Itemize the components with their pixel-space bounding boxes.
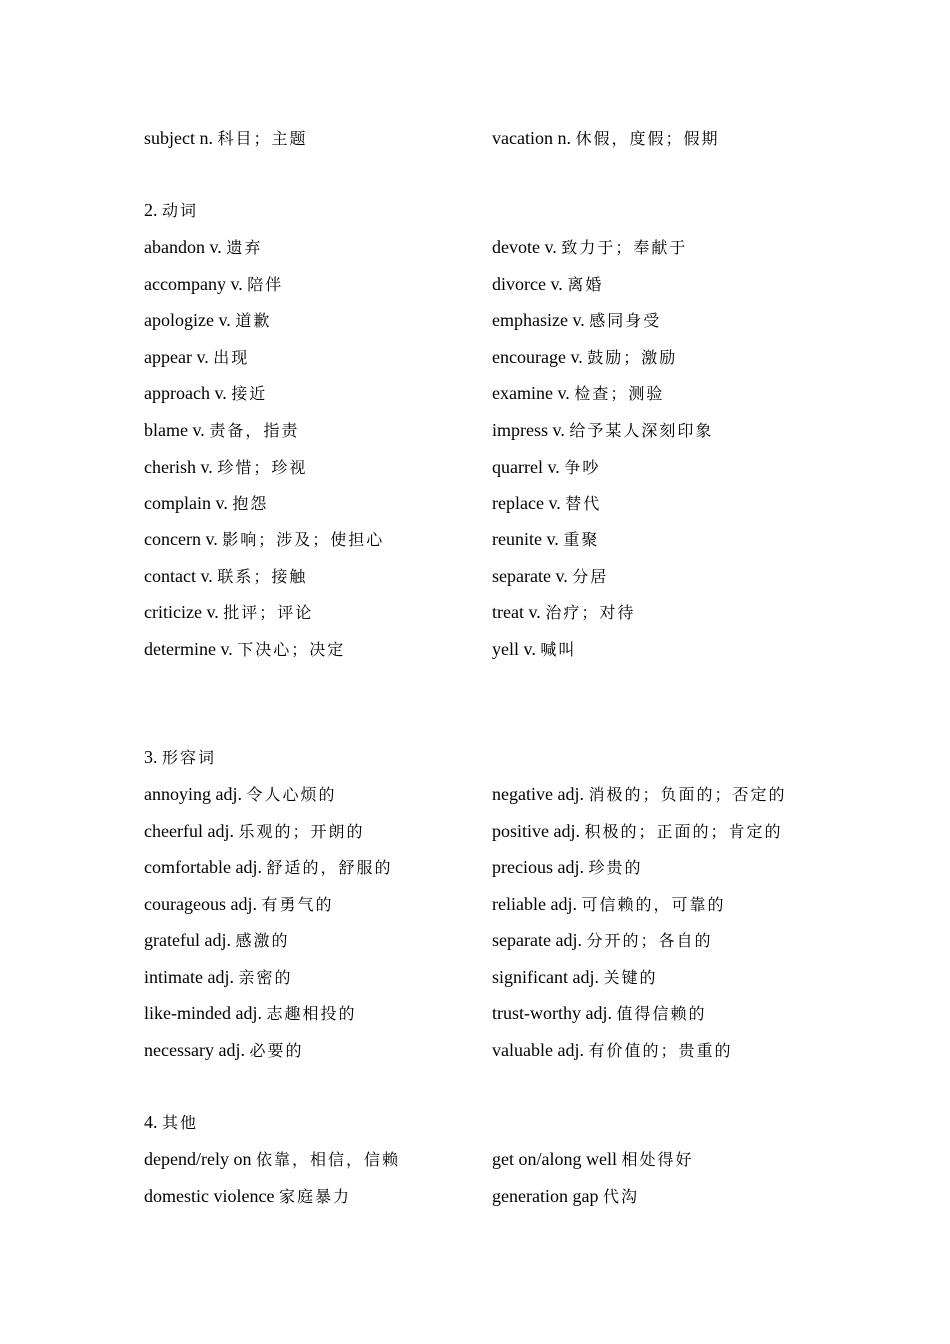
entry-meaning: 抱怨 — [232, 494, 269, 513]
vocab-entry — [144, 1147, 400, 1172]
entry-meaning: 亲密的 — [238, 968, 293, 987]
entry-word: contact v. — [144, 566, 213, 586]
vocab-entry — [144, 491, 268, 516]
entry-meaning: 替代 — [565, 494, 602, 513]
vocab-entry — [492, 819, 783, 844]
entry-meaning: 联系；接触 — [217, 567, 308, 586]
entry-word: criticize v. — [144, 602, 219, 622]
entry-meaning: 感激的 — [235, 931, 290, 950]
entry-word: separate adj. — [492, 930, 582, 950]
entry-meaning: 喊叫 — [540, 640, 577, 659]
entry-meaning: 责备，指责 — [209, 421, 300, 440]
vocab-entry — [144, 381, 267, 406]
entry-meaning: 有价值的；贵重的 — [588, 1041, 733, 1060]
vocab-entry — [492, 1038, 732, 1063]
entry-word: blame v. — [144, 420, 205, 440]
entry-meaning: 志趣相投的 — [266, 1004, 357, 1023]
entry-word: impress v. — [492, 420, 565, 440]
entry-word: examine v. — [492, 383, 570, 403]
vocab-entry — [144, 637, 345, 662]
vocab-entry — [492, 564, 608, 589]
section-number: 2. — [144, 200, 158, 220]
entry-word: encourage v. — [492, 347, 583, 367]
entry-meaning: 道歉 — [235, 311, 272, 330]
vocab-entry — [144, 126, 308, 151]
entry-meaning: 给予某人深刻印象 — [569, 421, 714, 440]
vocab-entry — [492, 1001, 707, 1026]
entry-word: generation gap — [492, 1186, 599, 1206]
vocab-entry — [492, 892, 725, 917]
section-number: 4. — [144, 1112, 158, 1132]
entry-meaning: 陪伴 — [247, 275, 284, 294]
entry-word: necessary adj. — [144, 1040, 245, 1060]
entry-word: complain v. — [144, 493, 228, 513]
entry-word: domestic violence — [144, 1186, 275, 1206]
entry-meaning: 必要的 — [249, 1041, 304, 1060]
entry-meaning: 检查；测验 — [574, 384, 665, 403]
entry-meaning: 相处得好 — [621, 1150, 694, 1169]
vocab-entry — [144, 345, 249, 370]
vocab-entry — [144, 527, 384, 552]
vocab-entry — [144, 272, 283, 297]
entry-meaning: 治疗；对待 — [545, 603, 636, 622]
entry-word: depend/rely on — [144, 1149, 252, 1169]
vocab-entry — [144, 235, 262, 260]
entry-word: get on/along well — [492, 1149, 617, 1169]
vocab-entry — [492, 928, 712, 953]
vocab-entry — [492, 308, 661, 333]
entry-meaning: 重聚 — [563, 530, 600, 549]
vocab-entry — [492, 782, 786, 807]
entry-meaning: 致力于；奉献于 — [561, 238, 688, 257]
entry-meaning: 批评；评论 — [223, 603, 314, 622]
vocab-entry — [144, 564, 307, 589]
section-heading-adjectives — [144, 745, 216, 770]
entry-meaning: 遗弃 — [226, 238, 263, 257]
vocab-entry — [144, 1038, 303, 1063]
vocab-entry — [144, 308, 271, 333]
entry-meaning: 有勇气的 — [261, 895, 334, 914]
entry-word: positive adj. — [492, 821, 580, 841]
entry-meaning: 值得信赖的 — [616, 1004, 707, 1023]
vocab-entry — [492, 855, 642, 880]
section-number: 3. — [144, 747, 158, 767]
entry-word: significant adj. — [492, 967, 599, 987]
vocab-entry — [492, 637, 576, 662]
vocab-entry — [144, 418, 299, 443]
section-title: 形容词 — [162, 748, 217, 767]
vocab-entry — [144, 782, 337, 807]
entry-word: yell v. — [492, 639, 536, 659]
entry-word: cherish v. — [144, 457, 213, 477]
vocab-entry — [492, 491, 601, 516]
entry-meaning: 感同身受 — [589, 311, 662, 330]
entry-meaning: 依靠，相信，信赖 — [255, 1150, 400, 1169]
vocab-entry — [492, 126, 720, 151]
vocab-entry — [492, 235, 687, 260]
vocab-entry — [492, 381, 664, 406]
entry-word: treat v. — [492, 602, 541, 622]
entry-meaning: 接近 — [231, 384, 268, 403]
entry-word: separate v. — [492, 566, 568, 586]
entry-word: cheerful adj. — [144, 821, 234, 841]
entry-word: apologize v. — [144, 310, 231, 330]
entry-meaning: 家庭暴力 — [278, 1187, 351, 1206]
entry-word: intimate adj. — [144, 967, 234, 987]
entry-word: abandon v. — [144, 237, 222, 257]
entry-word: reunite v. — [492, 529, 559, 549]
entry-word: determine v. — [144, 639, 233, 659]
vocab-entry — [492, 455, 600, 480]
vocab-entry — [144, 965, 293, 990]
entry-word: comfortable adj. — [144, 857, 262, 877]
entry-meaning: 争吵 — [564, 458, 601, 477]
entry-word: divorce v. — [492, 274, 563, 294]
entry-word: vacation n. — [492, 128, 571, 148]
entry-meaning: 珍惜；珍视 — [217, 458, 308, 477]
section-heading-others — [144, 1110, 198, 1135]
vocab-entry — [492, 1184, 639, 1209]
entry-word: negative adj. — [492, 784, 584, 804]
entry-meaning: 影响；涉及；使担心 — [222, 530, 385, 549]
entry-word: approach v. — [144, 383, 227, 403]
entry-meaning: 乐观的；开朗的 — [238, 822, 365, 841]
entry-meaning: 下决心；决定 — [237, 640, 346, 659]
entry-meaning: 珍贵的 — [588, 858, 643, 877]
entry-meaning: 可信赖的，可靠的 — [581, 895, 726, 914]
entry-meaning: 休假，度假；假期 — [575, 129, 720, 148]
entry-word: replace v. — [492, 493, 561, 513]
vocab-entry — [144, 855, 392, 880]
vocab-entry — [492, 345, 677, 370]
entry-word: grateful adj. — [144, 930, 231, 950]
vocab-entry — [144, 455, 307, 480]
vocab-entry — [492, 600, 635, 625]
entry-word: devote v. — [492, 237, 557, 257]
entry-word: valuable adj. — [492, 1040, 584, 1060]
section-title: 动词 — [162, 201, 199, 220]
entry-word: reliable adj. — [492, 894, 577, 914]
vocab-entry — [492, 272, 603, 297]
section-heading-verbs — [144, 198, 198, 223]
entry-meaning: 出现 — [213, 348, 250, 367]
vocab-entry — [144, 1001, 356, 1026]
entry-word: concern v. — [144, 529, 218, 549]
entry-word: courageous adj. — [144, 894, 257, 914]
entry-meaning: 离婚 — [567, 275, 604, 294]
entry-word: precious adj. — [492, 857, 584, 877]
entry-word: emphasize v. — [492, 310, 585, 330]
entry-word: quarrel v. — [492, 457, 560, 477]
entry-word: trust-worthy adj. — [492, 1003, 612, 1023]
vocab-entry — [144, 600, 313, 625]
vocab-entry — [492, 418, 713, 443]
entry-meaning: 舒适的，舒服的 — [266, 858, 393, 877]
entry-meaning: 分居 — [572, 567, 609, 586]
section-title: 其他 — [162, 1113, 199, 1132]
entry-meaning: 分开的；各自的 — [586, 931, 713, 950]
entry-meaning: 令人心烦的 — [246, 785, 337, 804]
vocab-entry — [144, 1184, 351, 1209]
entry-word: like-minded adj. — [144, 1003, 262, 1023]
entry-meaning: 积极的；正面的；肯定的 — [584, 822, 783, 841]
entry-meaning: 消极的；负面的；否定的 — [588, 785, 787, 804]
entry-meaning: 代沟 — [602, 1187, 639, 1206]
entry-word: subject n. — [144, 128, 213, 148]
entry-word: appear v. — [144, 347, 209, 367]
entry-meaning: 鼓励；激励 — [587, 348, 678, 367]
entry-word: accompany v. — [144, 274, 243, 294]
entry-meaning: 关键的 — [603, 968, 658, 987]
vocab-entry — [144, 819, 364, 844]
vocab-entry — [492, 527, 599, 552]
vocab-entry — [492, 1147, 694, 1172]
entry-meaning: 科目；主题 — [217, 129, 308, 148]
vocab-entry — [492, 965, 658, 990]
vocab-entry — [144, 928, 289, 953]
vocab-entry — [144, 892, 333, 917]
entry-word: annoying adj. — [144, 784, 242, 804]
